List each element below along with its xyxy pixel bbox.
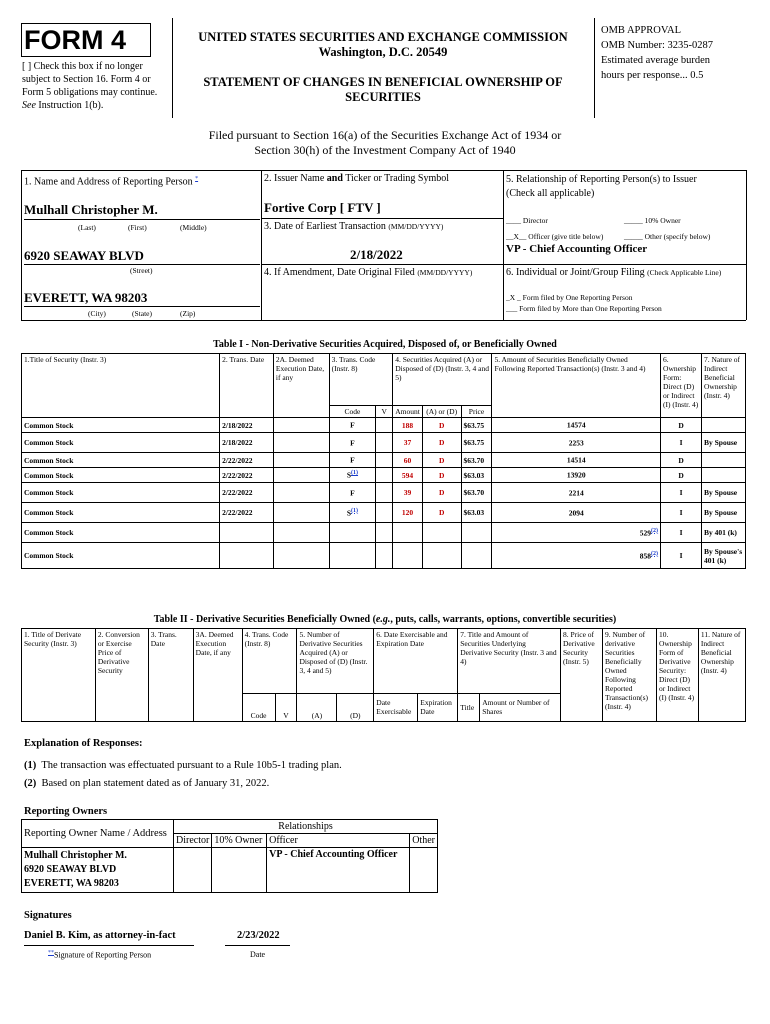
amount — [393, 523, 423, 543]
t1-code: Code — [329, 406, 376, 418]
a-or-d: D — [422, 483, 461, 503]
box2-label: 2. Issuer Name and Ticker or Trading Symbol — [264, 173, 450, 184]
ownership-form: D — [661, 468, 702, 483]
city-label: (City) — [88, 309, 106, 318]
footnote-ref: (2) — [651, 550, 659, 557]
state-label: (State) — [132, 309, 152, 318]
nature-of-ownership — [702, 418, 746, 433]
a-or-d — [422, 523, 461, 543]
ownership-form: I — [661, 523, 702, 543]
security-title: Common Stock — [22, 418, 220, 433]
trans-code: $S^{(1)}$ — [329, 468, 376, 483]
price: $63.03 — [461, 468, 492, 483]
first-label: (First) — [128, 223, 147, 232]
t1-v: V — [376, 406, 393, 418]
footnote-ref: (2) — [651, 527, 659, 534]
table1-row — [22, 483, 746, 503]
nature-of-ownership: By Spouse's 401 (k) — [702, 543, 746, 569]
explanation-notes — [24, 757, 342, 793]
owner-officer-value: VP - Chief Accounting Officer — [267, 848, 410, 893]
amount: 37 — [393, 433, 423, 453]
ownership-form: I — [661, 433, 702, 453]
a-or-d — [422, 543, 461, 569]
ownership-form: I — [661, 543, 702, 569]
price: $63.75 — [461, 418, 492, 433]
signature-date: 2/23/2022 — [237, 930, 280, 941]
trans-date: 2/22/2022 — [220, 503, 274, 523]
t1-price: Price — [461, 406, 492, 418]
filed-line-2: Section 30(h) of the Investment Company Act of 1940 — [254, 143, 516, 157]
table2-title: Table II - Derivative Securities Beneficially Owned (e.g., puts, calls, warrants, options, convertible securities) — [153, 614, 617, 625]
t2-amount: Amount or Number of Shares — [480, 693, 561, 721]
box4-label: 4. If Amendment, Date Original Filed (MM/DD/YYYY) — [264, 267, 473, 278]
table1-row — [22, 433, 746, 453]
v-cell — [376, 483, 393, 503]
burden-line-1: Estimated average burden — [601, 55, 711, 66]
trans-code: F — [329, 433, 376, 453]
t1-amount: Amount — [393, 406, 423, 418]
owners-table — [21, 819, 438, 893]
deemed-date — [273, 468, 329, 483]
other-header: Other — [410, 834, 438, 848]
table1-row — [22, 453, 746, 468]
last-label: (Last) — [78, 223, 96, 232]
t2-date-ex: Date Exercisable — [374, 693, 418, 721]
nature-of-ownership: By Spouse — [702, 503, 746, 523]
box3-label: 3. Date of Earliest Transaction (MM/DD/YYYY) — [264, 221, 444, 232]
amount: 120 — [393, 503, 423, 523]
ownership-form: D — [661, 453, 702, 468]
form-title: FORM 4 — [24, 25, 127, 55]
table1-row — [22, 503, 746, 523]
box6-label: 6. Individual or Joint/Group Filing (Check Applicable Line) — [506, 267, 722, 278]
t2-h4: 4. Trans. Code (Instr. 8) — [242, 629, 297, 694]
price: $63.03 — [461, 503, 492, 523]
box5-sub: (Check all applicable) — [506, 188, 595, 199]
t2-a: (A) — [297, 693, 337, 721]
trans-code: F — [329, 453, 376, 468]
filing-option-2: ___ Form filed by More than One Reporting Person — [506, 304, 662, 313]
trans-code — [329, 543, 376, 569]
trans-code: F — [329, 483, 376, 503]
trans-date: 2/22/2022 — [220, 453, 274, 468]
amount: 594 — [393, 468, 423, 483]
a-or-d: D — [422, 433, 461, 453]
agency-location: Washington, D.C. 20549 — [318, 45, 448, 59]
nature-of-ownership — [702, 468, 746, 483]
security-title: Common Stock — [22, 523, 220, 543]
nature-of-ownership: By Spouse — [702, 433, 746, 453]
filing-option-1: _X _ Form filed by One Reporting Person — [506, 293, 633, 302]
v-cell — [376, 503, 393, 523]
t2-h10: 10. Ownership Form of Derivative Security: Direct (D) or Indirect (I) (Instr. 4) — [656, 629, 698, 722]
t1-h3: 3. Trans. Code (Instr. 8) — [329, 354, 393, 406]
t2-h6: 6. Date Exercisable and Expiration Date — [374, 629, 458, 694]
security-title: Common Stock — [22, 453, 220, 468]
a-or-d: D — [422, 468, 461, 483]
trans-date — [220, 523, 274, 543]
amount: 39 — [393, 483, 423, 503]
t1-h1: 1.Title of Security (Instr. 3) — [22, 354, 220, 418]
deemed-date — [273, 433, 329, 453]
security-title: Common Stock — [22, 543, 220, 569]
t2-v: V — [275, 693, 297, 721]
trans-date: 2/22/2022 — [220, 468, 274, 483]
officer-option: __X__ Officer (give title below) — [506, 232, 604, 241]
owned-following: 2214 — [492, 483, 661, 503]
t2-h2: 2. Conversion or Exercise Price of Derivative Security — [95, 629, 148, 722]
date-label: Date — [250, 950, 266, 959]
footnote-ref: (1) — [351, 507, 359, 514]
t1-h2: 2. Trans. Date — [220, 354, 274, 418]
agency-name: UNITED STATES SECURITIES AND EXCHANGE COMMISSION — [198, 30, 568, 44]
statement-title: STATEMENT OF CHANGES IN BENEFICIAL OWNERSHIP OF SECURITIES — [203, 75, 563, 104]
table1-row — [22, 523, 746, 543]
filed-line-1: Filed pursuant to Section 16(a) of the Securities Exchange Act of 1934 or — [208, 128, 562, 142]
a-or-d: D — [422, 418, 461, 433]
explanation-heading: Explanation of Responses: — [24, 738, 143, 749]
t1-h5: 5. Amount of Securities Beneficially Owned Following Reported Transaction(s) (Instr. 3 and 4) — [492, 354, 661, 418]
burden-line-2: hours per response... 0.5 — [601, 70, 704, 81]
footnote-ref: (1) — [351, 470, 359, 477]
relationships-header: Relationships — [174, 820, 438, 834]
nature-of-ownership: By Spouse — [702, 483, 746, 503]
signatures-heading: Signatures — [24, 910, 72, 921]
table1-row — [22, 418, 746, 433]
deemed-date — [273, 483, 329, 503]
box5-label: 5. Relationship of Reporting Person(s) to Issuer — [506, 174, 697, 185]
a-or-d: D — [422, 453, 461, 468]
amount: 60 — [393, 453, 423, 468]
a-or-d: D — [422, 503, 461, 523]
signature-label: **Signature of Reporting Person — [48, 950, 152, 960]
check-box-note: [ ] Check this box if no longer subject to Section 16. Form 4 or Form 5 obligations may continue. See Instruction 1(b). — [22, 61, 158, 111]
owned-following: 529$^{(2)}$ — [492, 523, 661, 543]
t1-h2a: 2A. Deemed Execution Date, if any — [273, 354, 329, 418]
v-cell — [376, 433, 393, 453]
issuer-value: Fortive Corp [ FTV ] — [264, 200, 381, 215]
zip-label: (Zip) — [180, 309, 196, 318]
price — [461, 523, 492, 543]
trans-code: $S^{(1)}$ — [329, 503, 376, 523]
t2-h1: 1. Title of Derivate Security (Instr. 3) — [22, 629, 96, 722]
table2 — [21, 628, 746, 722]
director-header: Director — [174, 834, 212, 848]
amount: 188 — [393, 418, 423, 433]
t2-h11: 11. Nature of Indirect Beneficial Ownership (Instr. 4) — [698, 629, 745, 722]
ten-pct-option: _____ 10% Owner — [624, 216, 681, 225]
table1-row — [22, 468, 746, 483]
t1-h4: 4. Securities Acquired (A) or Disposed of (D) (Instr. 3, 4 and 5) — [393, 354, 492, 406]
amount — [393, 543, 423, 569]
deemed-date — [273, 453, 329, 468]
ownership-form: I — [661, 483, 702, 503]
trans-code: F — [329, 418, 376, 433]
table1-title: Table I - Non-Derivative Securities Acquired, Disposed of, or Beneficially Owned — [213, 339, 557, 350]
owner-name-header: Reporting Owner Name / Address — [22, 820, 174, 848]
owned-following: 858$^{(2)}$ — [492, 543, 661, 569]
omb-number: OMB Number: 3235-0287 — [601, 40, 713, 51]
note-2: (2) Based on plan statement dated as of January 31, 2022. — [24, 778, 270, 789]
price: $63.75 — [461, 433, 492, 453]
city-value: EVERETT, WA 98203 — [24, 290, 148, 305]
t2-title: Title — [458, 693, 480, 721]
director-option: ____ Director — [506, 216, 548, 225]
deemed-date — [273, 543, 329, 569]
v-cell — [376, 418, 393, 433]
officer-title: VP - Chief Accounting Officer — [506, 243, 648, 255]
street-label: (Street) — [130, 266, 153, 275]
reporting-person-name: Mulhall Christopher M. — [24, 202, 158, 217]
t2-code: Code — [242, 693, 275, 721]
owned-following: 14574 — [492, 418, 661, 433]
security-title: Common Stock — [22, 433, 220, 453]
owned-following: 13920 — [492, 468, 661, 483]
table1-row — [22, 543, 746, 569]
trans-date: 2/18/2022 — [220, 418, 274, 433]
t2-h9: 9. Number of derivative Securities Beneficially Owned Following Reported Transaction(s) (Instr. 4) — [602, 629, 656, 722]
deemed-date — [273, 418, 329, 433]
t2-h3: 3. Trans. Date — [148, 629, 193, 722]
price: $63.70 — [461, 453, 492, 468]
t1-aord: (A) or (D) — [422, 406, 461, 418]
t2-d: (D) — [337, 693, 374, 721]
street-value: 6920 SEAWAY BLVD — [24, 248, 144, 263]
deemed-date — [273, 503, 329, 523]
trans-date: 2/22/2022 — [220, 483, 274, 503]
deemed-date — [273, 523, 329, 543]
owned-following: 2253 — [492, 433, 661, 453]
omb-approval: OMB APPROVAL — [601, 25, 682, 36]
box1-label: 1. Name and Address of Reporting Person * — [24, 176, 199, 188]
nature-of-ownership: By 401 (k) — [702, 523, 746, 543]
other-option: _____ Other (specify below) — [624, 232, 711, 241]
trans-date: 2/18/2022 — [220, 433, 274, 453]
t1-h7: 7. Nature of Indirect Beneficial Ownership (Instr. 4) — [702, 354, 746, 418]
trans-code — [329, 523, 376, 543]
security-title: Common Stock — [22, 503, 220, 523]
middle-label: (Middle) — [180, 223, 207, 232]
ownership-form: I — [661, 503, 702, 523]
owned-following: 14514 — [492, 453, 661, 468]
t2-h5: 5. Number of Derivative Securities Acquired (A) or Disposed of (D) (Instr. 3, 4 and 5) — [297, 629, 374, 694]
owned-following: 2094 — [492, 503, 661, 523]
nature-of-ownership — [702, 453, 746, 468]
v-cell — [376, 523, 393, 543]
signer-name: Daniel B. Kim, as attorney-in-fact — [24, 930, 176, 941]
owners-heading: Reporting Owners — [24, 806, 108, 817]
security-title: Common Stock — [22, 483, 220, 503]
owner-info: Mulhall Christopher M. 6920 SEAWAY BLVD EVERETT, WA 98203 — [22, 848, 174, 893]
t2-exp: Expiration Date — [418, 693, 458, 721]
v-cell — [376, 543, 393, 569]
t1-h6: 6. Ownership Form: Direct (D) or Indirect (I) (Instr. 4) — [661, 354, 702, 418]
security-title: Common Stock — [22, 468, 220, 483]
note-1: (1) The transaction was effectuated pursuant to a Rule 10b5-1 trading plan. — [24, 760, 342, 771]
t2-h7: 7. Title and Amount of Securities Underlying Derivative Security (Instr. 3 and 4) — [458, 629, 561, 694]
table1 — [21, 353, 746, 569]
v-cell — [376, 453, 393, 468]
price — [461, 543, 492, 569]
earliest-transaction-date: 2/18/2022 — [350, 247, 403, 262]
ownership-form: D — [661, 418, 702, 433]
price: $63.70 — [461, 483, 492, 503]
trans-date — [220, 543, 274, 569]
v-cell — [376, 468, 393, 483]
t2-h3a: 3A. Deemed Execution Date, if any — [193, 629, 242, 722]
t2-h8: 8. Price of Derivative Security (Instr. 5) — [561, 629, 603, 722]
officer-header: Officer — [267, 834, 410, 848]
ten-pct-header: 10% Owner — [212, 834, 267, 848]
